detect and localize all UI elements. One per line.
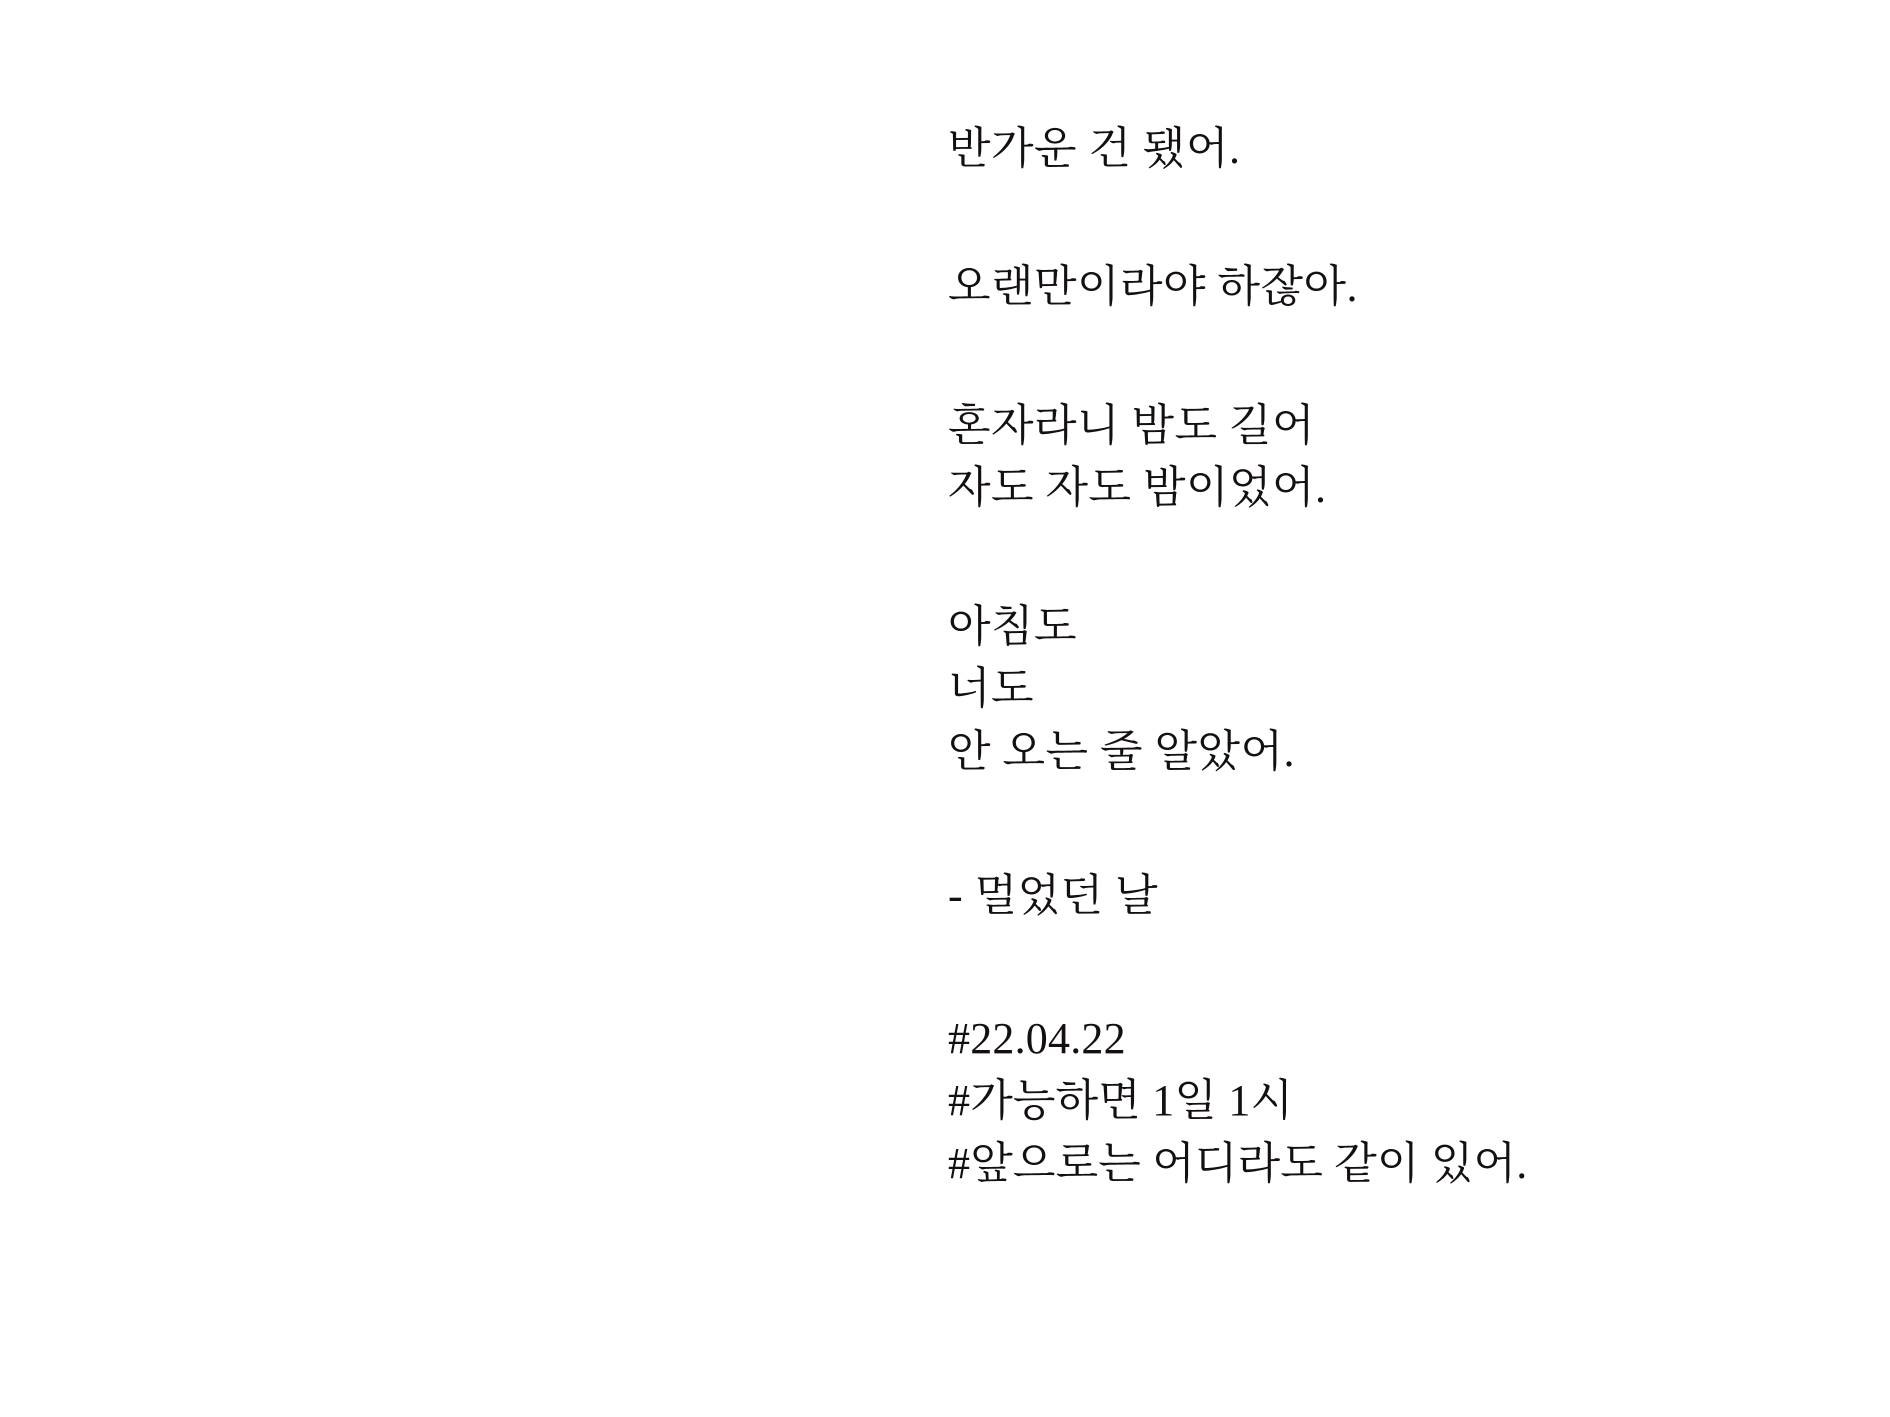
stanza-4 <box>948 596 1708 783</box>
stanza-3 <box>948 395 1708 520</box>
poem-line: 안 오는 줄 알았어. <box>948 726 1296 776</box>
hashtag-line: #가능하면 1일 1시 <box>948 1076 1294 1126</box>
poem-line: 혼자라니 밤도 길어 <box>948 400 1316 450</box>
poem-body <box>948 118 1708 1195</box>
poem-line: 아침도 <box>948 601 1078 651</box>
stanza-2 <box>948 256 1708 318</box>
poem-line: 너도 <box>948 664 1035 714</box>
poem-line: 오랜만이라야 하잖아. <box>948 262 1359 312</box>
poem-signature <box>948 865 1708 927</box>
poem-line: 반가운 건 됐어. <box>948 124 1241 173</box>
hashtag-line: #앞으로는 어디라도 같이 있어. <box>948 1138 1528 1188</box>
hashtag-block <box>948 1008 1708 1195</box>
stanza-1 <box>948 118 1708 180</box>
hashtag-date: #22.04.22 <box>948 1013 1126 1063</box>
poem-title-line: - 멀었던 날 <box>948 871 1159 921</box>
poem-line: 자도 자도 밤이었어. <box>948 463 1327 513</box>
